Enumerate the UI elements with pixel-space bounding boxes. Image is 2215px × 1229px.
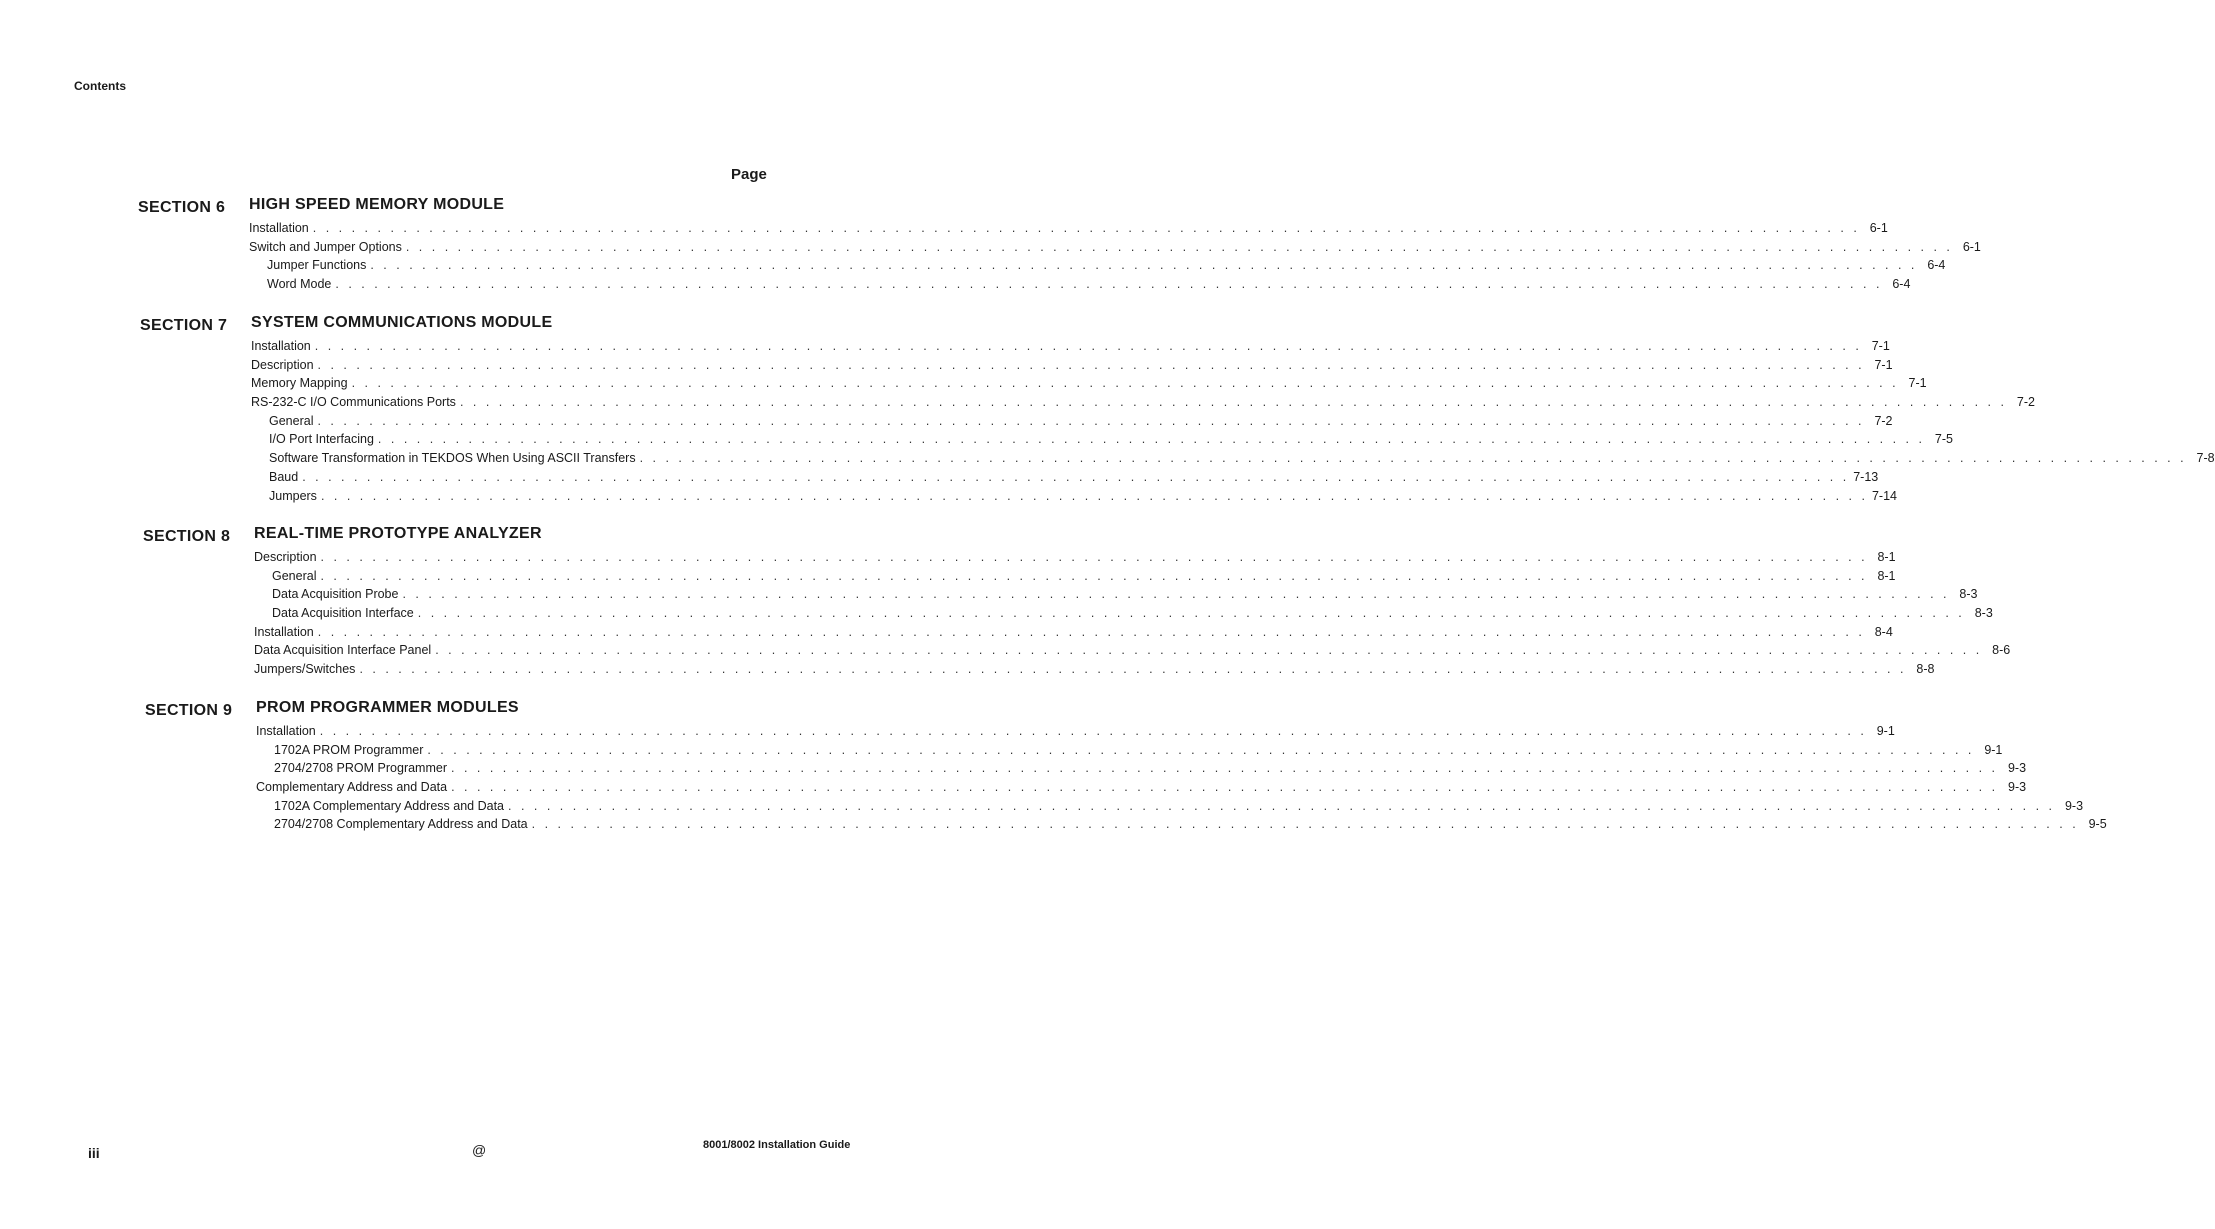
toc-entry — [254, 662, 1935, 681]
section-label: SECTION 6 — [138, 199, 226, 216]
dot-leader: . . . . . . . . . . . . . . . . . . . . . . . . . . . . . . . . . . . . . . . . . . . . . . . . . . . . . . . . . . . . . . . . . . . . . . . . . . . . . . . . . . . . . . . . . . . . . . . . . . . . . . . . . . . . . . . . . . . . . . . . — [370, 258, 1918, 273]
toc-entry-title: RS-232-C I/O Communications Ports — [251, 395, 456, 410]
section-title: SYSTEM COMMUNICATIONS MODULE — [251, 314, 553, 331]
section-label: SECTION 8 — [143, 528, 231, 545]
toc-entries — [256, 724, 2107, 836]
dot-leader: . . . . . . . . . . . . . . . . . . . . . . . . . . . . . . . . . . . . . . . . . . . . . . . . . . . . . . . . . . . . . . . . . . . . . . . . . . . . . . . . . . . . . . . . . . . . . . . . . . . . . . . . . . . . . . . . . . . . . . . . — [402, 587, 1950, 602]
toc-entry-title: Switch and Jumper Options — [249, 239, 402, 254]
toc-entry-page: 7-1 — [1908, 376, 1927, 391]
toc-entry-page: 9-3 — [2007, 761, 2027, 776]
toc-entry-page: 7-2 — [1874, 413, 1893, 428]
toc-entry-title: Data Acquisition Probe — [272, 587, 399, 602]
toc-entry-page: 9-3 — [2008, 780, 2027, 795]
dot-leader: . . . . . . . . . . . . . . . . . . . . . . . . . . . . . . . . . . . . . . . . . . . . . . . . . . . . . . . . . . . . . . . . . . . . . . . . . . . . . . . . . . . . . . . . . . . . . . . . . . . . . . . . . . . . . . . . . . . . . . . . — [314, 339, 1862, 353]
section-title: HIGH SPEED MEMORY MODULE — [249, 196, 505, 213]
toc-entry — [256, 742, 2003, 762]
toc-entry-title: Jumper Functions — [267, 258, 367, 273]
toc-entry-title: General — [269, 413, 314, 428]
toc-entry-title: Installation — [254, 624, 314, 639]
section-label: SECTION 9 — [145, 702, 233, 719]
page-column-label: Page — [731, 166, 767, 183]
toc-entry-title: 1702A Complementary Address and Data — [274, 798, 504, 813]
dot-leader: . . . . . . . . . . . . . . . . . . . . . . . . . . . . . . . . . . . . . . . . . . . . . . . . . . . . . . . . . . . . . . . . . . . . . . . . . . . . . . . . . . . . . . . . . . . . . . . . . . . . . . . . . . . . . . . . . . . . . . . . — [359, 662, 1907, 677]
running-head: Contents — [74, 79, 126, 93]
toc-entry-title: Data Acquisition Interface — [272, 606, 414, 621]
toc-entry-page: 9-3 — [2064, 798, 2084, 813]
toc-entry — [254, 587, 1978, 606]
toc-entry — [254, 624, 1893, 644]
toc-entry-title: Installation — [249, 221, 309, 235]
toc-entry-title: Baud — [269, 469, 299, 484]
toc-entry-page: 8-6 — [1992, 643, 2011, 658]
toc-entry-title: Installation — [256, 724, 316, 738]
toc-entry — [249, 277, 1911, 296]
toc-entry — [256, 761, 2027, 780]
dot-leader: . . . . . . . . . . . . . . . . . . . . . . . . . . . . . . . . . . . . . . . . . . . . . . . . . . . . . . . . . . . . . . . . . . . . . . . . . . . . . . . . . . . . . . . . . . . . . . . . . . . . . . . . . . . . . . . . . . . . . . . . — [435, 643, 1983, 658]
dot-leader: . . . . . . . . . . . . . . . . . . . . . . . . . . . . . . . . . . . . . . . . . . . . . . . . . . . . . . . . . . . . . . . . . . . . . . . . . . . . . . . . . . . . . . . . . . . . . . . . . . . . . . . . . . . . . . . . . . . . . . . . — [508, 798, 2056, 813]
footer-page-number: iii — [88, 1145, 100, 1161]
dot-leader: . . . . . . . . . . . . . . . . . . . . . . . . . . . . . . . . . . . . . . . . . . . . . . . . . . . . . . . . . . . . . . . . . . . . . . . . . . . . . . . . . . . . . . . . . . . . . . . . . . . . . . . . . . . . . . . . . . . . . . . . — [320, 488, 1868, 503]
toc-entry-title: Complementary Address and Data — [256, 780, 448, 795]
toc-entry-page: 7-8 — [2196, 451, 2215, 466]
toc-entry-page: 8-3 — [1959, 587, 1978, 602]
section-title: REAL-TIME PROTOTYPE ANALYZER — [254, 525, 542, 542]
toc-entry-page: 7-2 — [2016, 395, 2035, 410]
dot-leader: . . . . . . . . . . . . . . . . . . . . . . . . . . . . . . . . . . . . . . . . . . . . . . . . . . . . . . . . . . . . . . . . . . . . . . . . . . . . . . . . . . . . . . . . . . . . . . . . . . . . . . . . . . . . . . . . . . . . . . . . — [312, 221, 1860, 235]
dot-leader: . . . . . . . . . . . . . . . . . . . . . . . . . . . . . . . . . . . . . . . . . . . . . . . . . . . . . . . . . . . . . . . . . . . . . . . . . . . . . . . . . . . . . . . . . . . . . . . . . . . . . . . . . . . . . . . . . . . . . . . . — [335, 277, 1883, 292]
toc-entry-title: Memory Mapping — [251, 376, 348, 391]
section-label: SECTION 7 — [140, 317, 228, 334]
toc-entry-page: 8-4 — [1874, 624, 1893, 639]
toc-entry-page: 6-4 — [1892, 277, 1911, 292]
toc-entries — [254, 550, 2011, 681]
toc-entry-title: 2704/2708 PROM Programmer — [274, 761, 447, 776]
toc-entry-title: Installation — [251, 339, 311, 353]
toc-entry-page: 6-4 — [1927, 258, 1946, 273]
toc-entry — [251, 488, 1897, 508]
toc-entries — [251, 339, 2215, 507]
dot-leader: . . . . . . . . . . . . . . . . . . . . . . . . . . . . . . . . . . . . . . . . . . . . . . . . . . . . . . . . . . . . . . . . . . . . . . . . . . . . . . . . . . . . . . . . . . . . . . . . . . . . . . . . . . . . . . . . . . . . . . . . — [319, 724, 1867, 738]
toc-entry-page: 7-1 — [1874, 357, 1893, 372]
toc-entry — [249, 239, 1981, 259]
toc-entry — [251, 357, 1893, 377]
toc-entry — [251, 432, 1953, 451]
toc-entry-title: Data Acquisition Interface Panel — [254, 643, 432, 658]
toc-entry — [254, 606, 1993, 625]
dot-leader: . . . . . . . . . . . . . . . . . . . . . . . . . . . . . . . . . . . . . . . . . . . . . . . . . . . . . . . . . . . . . . . . . . . . . . . . . . . . . . . . . . . . . . . . . . . . . . . . . . . . . . . . . . . . . . . . . . . . . . . . — [451, 780, 1999, 795]
toc-entry — [251, 469, 1879, 489]
footer-guide-title: 8001/8002 Installation Guide — [703, 1139, 851, 1151]
dot-leader: . . . . . . . . . . . . . . . . . . . . . . . . . . . . . . . . . . . . . . . . . . . . . . . . . . . . . . . . . . . . . . . . . . . . . . . . . . . . . . . . . . . . . . . . . . . . . . . . . . . . . . . . . . . . . . . . . . . . . . . . — [459, 395, 2007, 410]
dot-leader: . . . . . . . . . . . . . . . . . . . . . . . . . . . . . . . . . . . . . . . . . . . . . . . . . . . . . . . . . . . . . . . . . . . . . . . . . . . . . . . . . . . . . . . . . . . . . . . . . . . . . . . . . . . . . . . . . . . . . . . . — [320, 550, 1868, 564]
toc-entry-title: 1702A PROM Programmer — [274, 742, 424, 757]
toc-entry-title: I/O Port Interfacing — [269, 432, 374, 447]
toc-entry-title: Description — [254, 550, 317, 564]
toc-entry-page: 6-1 — [1869, 221, 1888, 235]
section-title: PROM PROGRAMMER MODULES — [256, 699, 519, 716]
toc-entry — [249, 221, 1888, 240]
toc-entry-page: 6-1 — [1962, 239, 1981, 254]
toc-entry-page: 9-5 — [2088, 817, 2107, 832]
toc-entry — [254, 568, 1896, 588]
toc-entry-page: 8-1 — [1877, 568, 1896, 583]
dot-leader: . . . . . . . . . . . . . . . . . . . . . . . . . . . . . . . . . . . . . . . . . . . . . . . . . . . . . . . . . . . . . . . . . . . . . . . . . . . . . . . . . . . . . . . . . . . . . . . . . . . . . . . . . . . . . . . . . . . . . . . . — [427, 742, 1975, 757]
toc-entry-page: 9-1 — [1984, 742, 2003, 757]
toc-entry-page: 7-5 — [1934, 432, 1953, 447]
toc-entry — [256, 798, 2084, 818]
toc-entry — [251, 395, 2035, 414]
toc-entry-page: 7-1 — [1871, 339, 1890, 353]
dot-leader: . . . . . . . . . . . . . . . . . . . . . . . . . . . . . . . . . . . . . . . . . . . . . . . . . . . . . . . . . . . . . . . . . . . . . . . . . . . . . . . . . . . . . . . . . . . . . . . . . . . . . . . . . . . . . . . . . . . . . . . . — [317, 624, 1865, 639]
toc-entry — [251, 339, 1890, 358]
dot-leader: . . . . . . . . . . . . . . . . . . . . . . . . . . . . . . . . . . . . . . . . . . . . . . . . . . . . . . . . . . . . . . . . . . . . . . . . . . . . . . . . . . . . . . . . . . . . . . . . . . . . . . . . . . . . . . . . . . . . . . . . — [531, 817, 2079, 832]
toc-entry — [256, 724, 1895, 743]
toc-entry — [249, 258, 1946, 277]
dot-leader: . . . . . . . . . . . . . . . . . . . . . . . . . . . . . . . . . . . . . . . . . . . . . . . . . . . . . . . . . . . . . . . . . . . . . . . . . . . . . . . . . . . . . . . . . . . . . . . . . . . . . . . . . . . . . . . . . . . . . . . . — [377, 432, 1925, 447]
toc-entry-page: 8-3 — [1974, 606, 1993, 621]
toc-entry-title: Software Transformation in TEKDOS When Using ASCII Transfers — [269, 451, 636, 466]
toc-entry — [251, 376, 1927, 395]
toc-entry-title: Word Mode — [267, 277, 332, 292]
dot-leader: . . . . . . . . . . . . . . . . . . . . . . . . . . . . . . . . . . . . . . . . . . . . . . . . . . . . . . . . . . . . . . . . . . . . . . . . . . . . . . . . . . . . . . . . . . . . . . . . . . . . . . . . . . . . . . . . . . . . . . . . — [451, 761, 1999, 776]
toc-entry-page: 8-1 — [1877, 550, 1896, 564]
dot-leader: . . . . . . . . . . . . . . . . . . . . . . . . . . . . . . . . . . . . . . . . . . . . . . . . . . . . . . . . . . . . . . . . . . . . . . . . . . . . . . . . . . . . . . . . . . . . . . . . . . . . . . . . . . . . . . . . . . . . . . . . — [639, 451, 2187, 466]
toc-entry-page: 8-8 — [1916, 662, 1935, 677]
toc-entry-title: General — [272, 568, 317, 583]
toc-entry-title: Jumpers/Switches — [254, 662, 356, 677]
footer-center-mark: @ — [472, 1142, 487, 1158]
dot-leader: . . . . . . . . . . . . . . . . . . . . . . . . . . . . . . . . . . . . . . . . . . . . . . . . . . . . . . . . . . . . . . . . . . . . . . . . . . . . . . . . . . . . . . . . . . . . . . . . . . . . . . . . . . . . . . . . . . . . . . . . — [302, 469, 1850, 484]
toc-entry — [254, 550, 1896, 569]
toc-entries — [249, 221, 1981, 296]
toc-entry — [256, 817, 2107, 836]
dot-leader: . . . . . . . . . . . . . . . . . . . . . . . . . . . . . . . . . . . . . . . . . . . . . . . . . . . . . . . . . . . . . . . . . . . . . . . . . . . . . . . . . . . . . . . . . . . . . . . . . . . . . . . . . . . . . . . . . . . . . . . . — [320, 568, 1868, 583]
toc-entry-title: Jumpers — [269, 488, 317, 503]
dot-leader: . . . . . . . . . . . . . . . . . . . . . . . . . . . . . . . . . . . . . . . . . . . . . . . . . . . . . . . . . . . . . . . . . . . . . . . . . . . . . . . . . . . . . . . . . . . . . . . . . . . . . . . . . . . . . . . . . . . . . . . . — [417, 606, 1965, 621]
toc-entry — [256, 780, 2027, 799]
toc-entry — [251, 451, 2215, 470]
dot-leader: . . . . . . . . . . . . . . . . . . . . . . . . . . . . . . . . . . . . . . . . . . . . . . . . . . . . . . . . . . . . . . . . . . . . . . . . . . . . . . . . . . . . . . . . . . . . . . . . . . . . . . . . . . . . . . . . . . . . . . . . — [317, 413, 1865, 428]
dot-leader: . . . . . . . . . . . . . . . . . . . . . . . . . . . . . . . . . . . . . . . . . . . . . . . . . . . . . . . . . . . . . . . . . . . . . . . . . . . . . . . . . . . . . . . . . . . . . . . . . . . . . . . . . . . . . . . . . . . . . . . . — [351, 376, 1899, 391]
toc-entry-page: 7-14 — [1871, 488, 1897, 503]
toc-entry — [254, 643, 2011, 662]
dot-leader: . . . . . . . . . . . . . . . . . . . . . . . . . . . . . . . . . . . . . . . . . . . . . . . . . . . . . . . . . . . . . . . . . . . . . . . . . . . . . . . . . . . . . . . . . . . . . . . . . . . . . . . . . . . . . . . . . . . . . . . . — [317, 357, 1865, 372]
toc-entry-page: 7-13 — [1853, 469, 1879, 484]
toc-entry-title: Description — [251, 357, 314, 372]
toc-entry — [251, 413, 1893, 433]
toc-entry-title: 2704/2708 Complementary Address and Data — [274, 817, 528, 832]
toc-entry-page: 9-1 — [1876, 724, 1895, 738]
dot-leader: . . . . . . . . . . . . . . . . . . . . . . . . . . . . . . . . . . . . . . . . . . . . . . . . . . . . . . . . . . . . . . . . . . . . . . . . . . . . . . . . . . . . . . . . . . . . . . . . . . . . . . . . . . . . . . . . . . . . . . . . — [405, 239, 1953, 254]
